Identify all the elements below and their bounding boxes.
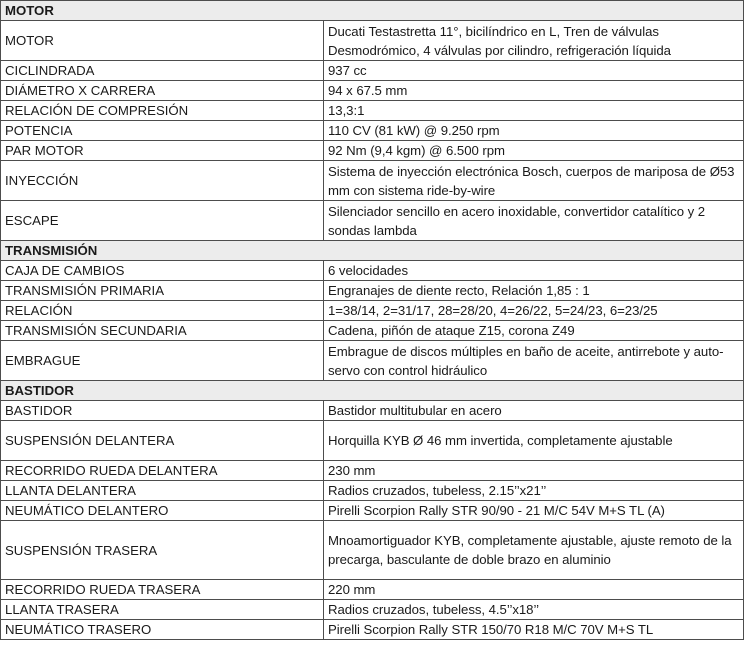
spec-row (1, 281, 744, 301)
spec-row (1, 401, 744, 421)
spec-value: Pirelli Scorpion Rally STR 150/70 R18 M/C 70V M+S TL (324, 620, 744, 640)
spec-row (1, 261, 744, 281)
spec-row (1, 580, 744, 600)
spec-label: LLANTA DELANTERA (1, 481, 324, 501)
spec-label: LLANTA TRASERA (1, 600, 324, 620)
spec-label: TRANSMISIÓN PRIMARIA (1, 281, 324, 301)
spec-label: DIÁMETRO X CARRERA (1, 81, 324, 101)
section-header-motor (1, 1, 744, 21)
spec-value: 937 cc (324, 61, 744, 81)
spec-value: Embrague de discos múltiples en baño de aceite, antirrebote y auto-servo con control hidráulico (324, 341, 744, 381)
section-title: MOTOR (1, 1, 744, 21)
spec-label: CAJA DE CAMBIOS (1, 261, 324, 281)
section-header-bastidor (1, 381, 744, 401)
spec-value: 230 mm (324, 461, 744, 481)
spec-value: Engranajes de diente recto, Relación 1,85 : 1 (324, 281, 744, 301)
spec-row (1, 141, 744, 161)
spec-value: 6 velocidades (324, 261, 744, 281)
spec-row (1, 600, 744, 620)
spec-row (1, 481, 744, 501)
spec-value: Radios cruzados, tubeless, 4.5’’x18’’ (324, 600, 744, 620)
section-title: TRANSMISIÓN (1, 241, 744, 261)
spec-value: 110 CV (81 kW) @ 9.250 rpm (324, 121, 744, 141)
spec-row (1, 620, 744, 640)
spec-value: Pirelli Scorpion Rally STR 90/90 - 21 M/C 54V M+S TL (A) (324, 501, 744, 521)
spec-label: RELACIÓN (1, 301, 324, 321)
spec-value: Cadena, piñón de ataque Z15, corona Z49 (324, 321, 744, 341)
spec-row (1, 81, 744, 101)
spec-value: Radios cruzados, tubeless, 2.15’’x21’’ (324, 481, 744, 501)
spec-label: PAR MOTOR (1, 141, 324, 161)
section-title: BASTIDOR (1, 381, 744, 401)
spec-label: CICLINDRADA (1, 61, 324, 81)
spec-value: Silenciador sencillo en acero inoxidable, convertidor catalítico y 2 sondas lambda (324, 201, 744, 241)
spec-value: Mnoamortiguador KYB, completamente ajustable, ajuste remoto de la precarga, basculante de doble brazo en aluminio (324, 521, 744, 580)
spec-row (1, 201, 744, 241)
spec-label: RELACIÓN DE COMPRESIÓN (1, 101, 324, 121)
spec-label: RECORRIDO RUEDA DELANTERA (1, 461, 324, 481)
section-header-transmision (1, 241, 744, 261)
spec-row (1, 501, 744, 521)
spec-label: NEUMÁTICO TRASERO (1, 620, 324, 640)
spec-value: Horquilla KYB Ø 46 mm invertida, completamente ajustable (324, 421, 744, 461)
spec-label: INYECCIÓN (1, 161, 324, 201)
spec-label: BASTIDOR (1, 401, 324, 421)
spec-row (1, 21, 744, 61)
spec-value: Ducati Testastretta 11°, bicilíndrico en L, Tren de válvulas Desmodrómico, 4 válvulas por cilindro, refrigeración líquida (324, 21, 744, 61)
spec-label: SUSPENSIÓN DELANTERA (1, 421, 324, 461)
spec-row (1, 421, 744, 461)
spec-label: TRANSMISIÓN SECUNDARIA (1, 321, 324, 341)
spec-label: MOTOR (1, 21, 324, 61)
spec-row (1, 61, 744, 81)
spec-row (1, 301, 744, 321)
spec-row (1, 121, 744, 141)
spec-row (1, 161, 744, 201)
spec-label: POTENCIA (1, 121, 324, 141)
spec-label: EMBRAGUE (1, 341, 324, 381)
spec-row (1, 521, 744, 580)
spec-value: 92 Nm (9,4 kgm) @ 6.500 rpm (324, 141, 744, 161)
spec-value: 13,3:1 (324, 101, 744, 121)
spec-value: Bastidor multitubular en acero (324, 401, 744, 421)
spec-label: NEUMÁTICO DELANTERO (1, 501, 324, 521)
spec-value: 94 x 67.5 mm (324, 81, 744, 101)
spec-label: ESCAPE (1, 201, 324, 241)
spec-row (1, 321, 744, 341)
spec-value: 220 mm (324, 580, 744, 600)
spec-label: RECORRIDO RUEDA TRASERA (1, 580, 324, 600)
spec-row (1, 101, 744, 121)
spec-row (1, 341, 744, 381)
spec-value: Sistema de inyección electrónica Bosch, cuerpos de mariposa de Ø53 mm con sistema ride-by-wire (324, 161, 744, 201)
spec-label: SUSPENSIÓN TRASERA (1, 521, 324, 580)
spec-row (1, 461, 744, 481)
spec-value: 1=38/14, 2=31/17, 28=28/20, 4=26/22, 5=24/23, 6=23/25 (324, 301, 744, 321)
